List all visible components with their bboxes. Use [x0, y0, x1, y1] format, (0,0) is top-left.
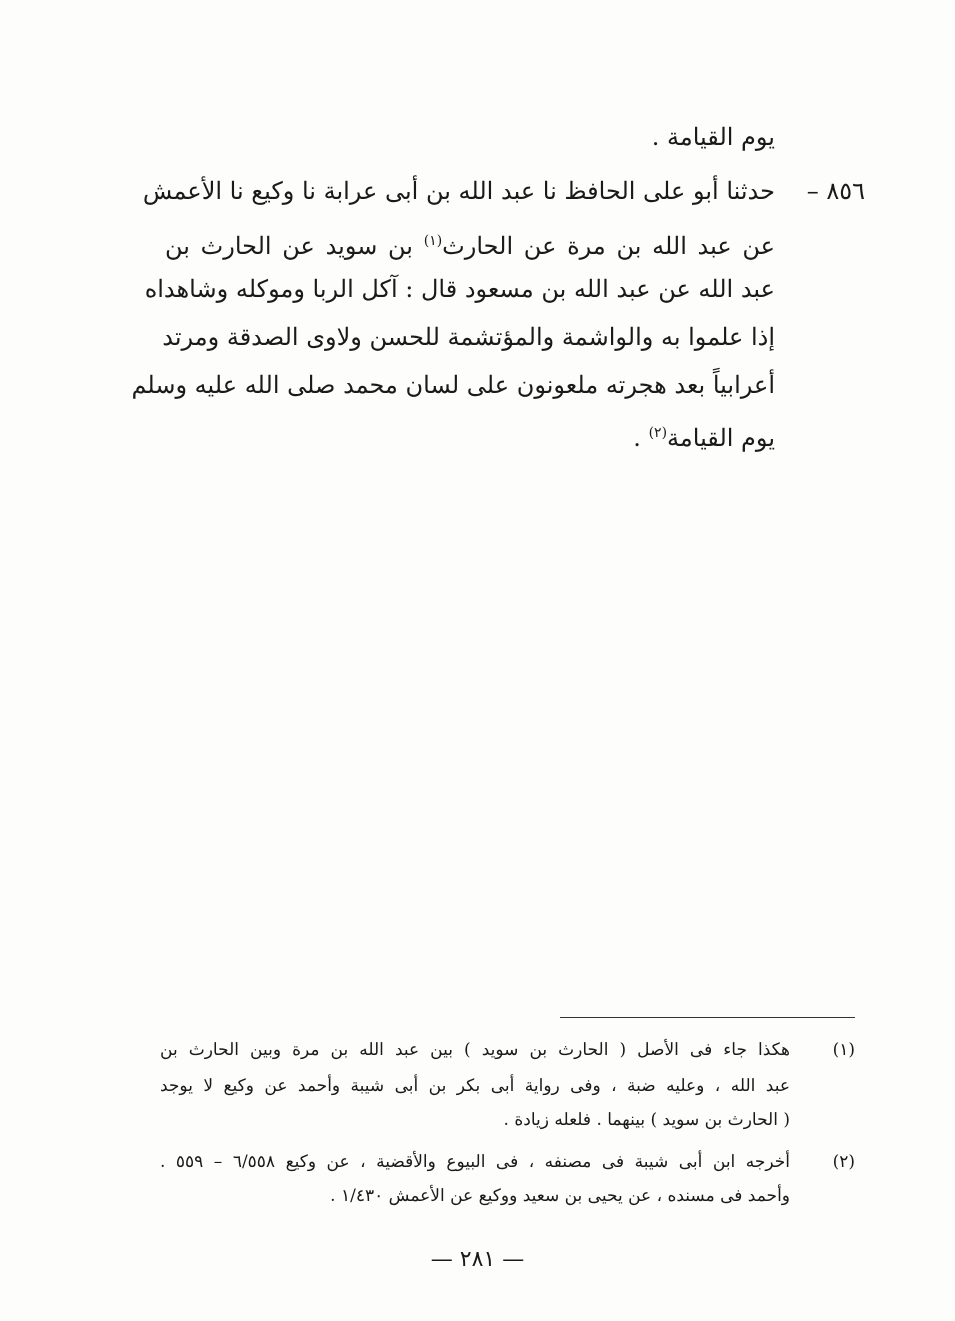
footnote-ref-2[interactable]: (٢) [648, 425, 668, 441]
footnote-2-marker: (٢) [832, 1152, 855, 1172]
hadith-number: ٨٥٦ – [806, 177, 865, 205]
page-number: — ٢٨١ — [430, 1247, 525, 1272]
footnote-2-line-1: أخرجه ابن أبى شيبة فى مصنفه ، فى البيوع والأقضية ، عن وكيع ٦/٥٥٨ – ٥٥٩ . [160, 1152, 791, 1172]
continuation-text [165, 122, 775, 152]
footnote-ref-1[interactable]: (١) [423, 233, 443, 249]
hadith-line-6-text: يوم القيامة [667, 424, 775, 452]
footnote-1-line-2: عبد الله ، وعليه ضبة ، وفى رواية أبى بكر بن أبى شيبة وأحمد عن وكيع لا يوجد [160, 1076, 790, 1096]
hadith-line-6-end: . [633, 424, 649, 452]
footnote-2-line-2: وأحمد فى مسنده ، عن يحيى بن سعيد ووكيع عن الأعمش ١/٤٣٠ . [330, 1186, 790, 1206]
hadith-line-2-part-a: عن عبد الله بن مرة عن الحارث [442, 232, 775, 260]
hadith-line-5: أعرابياً بعد هجرته ملعونون على لسان محمد صلى الله عليه وسلم [131, 371, 775, 399]
hadith-line-1: حدثنا أبو على الحافظ نا عبد الله بن أبى عرابة نا وكيع نا الأعمش [142, 177, 775, 205]
continuation-line: يوم القيامة . [651, 123, 775, 151]
footnote-1-line-1: هكذا جاء فى الأصل ( الحارث بن سويد ) بين عبد الله بن مرة وبين الحارث بن [160, 1040, 790, 1060]
footnote-1-marker: (١) [832, 1040, 855, 1060]
footnote-separator [560, 1017, 855, 1018]
hadith-line-2 [165, 226, 775, 261]
hadith-line-3: عبد الله عن عبد الله بن مسعود قال : آكل الربا وموكله وشاهداه [144, 275, 775, 303]
hadith-line-2-part-b: بن سويد عن الحارث بن [165, 232, 413, 260]
hadith-line-4: إذا علموا به والواشمة والمؤتشمة للحسن ولاوى الصدقة ومرتد [162, 323, 775, 351]
footnote-1-line-3: ( الحارث بن سويد ) بينهما . فلعله زيادة . [503, 1110, 790, 1130]
hadith-line-6 [165, 418, 775, 453]
